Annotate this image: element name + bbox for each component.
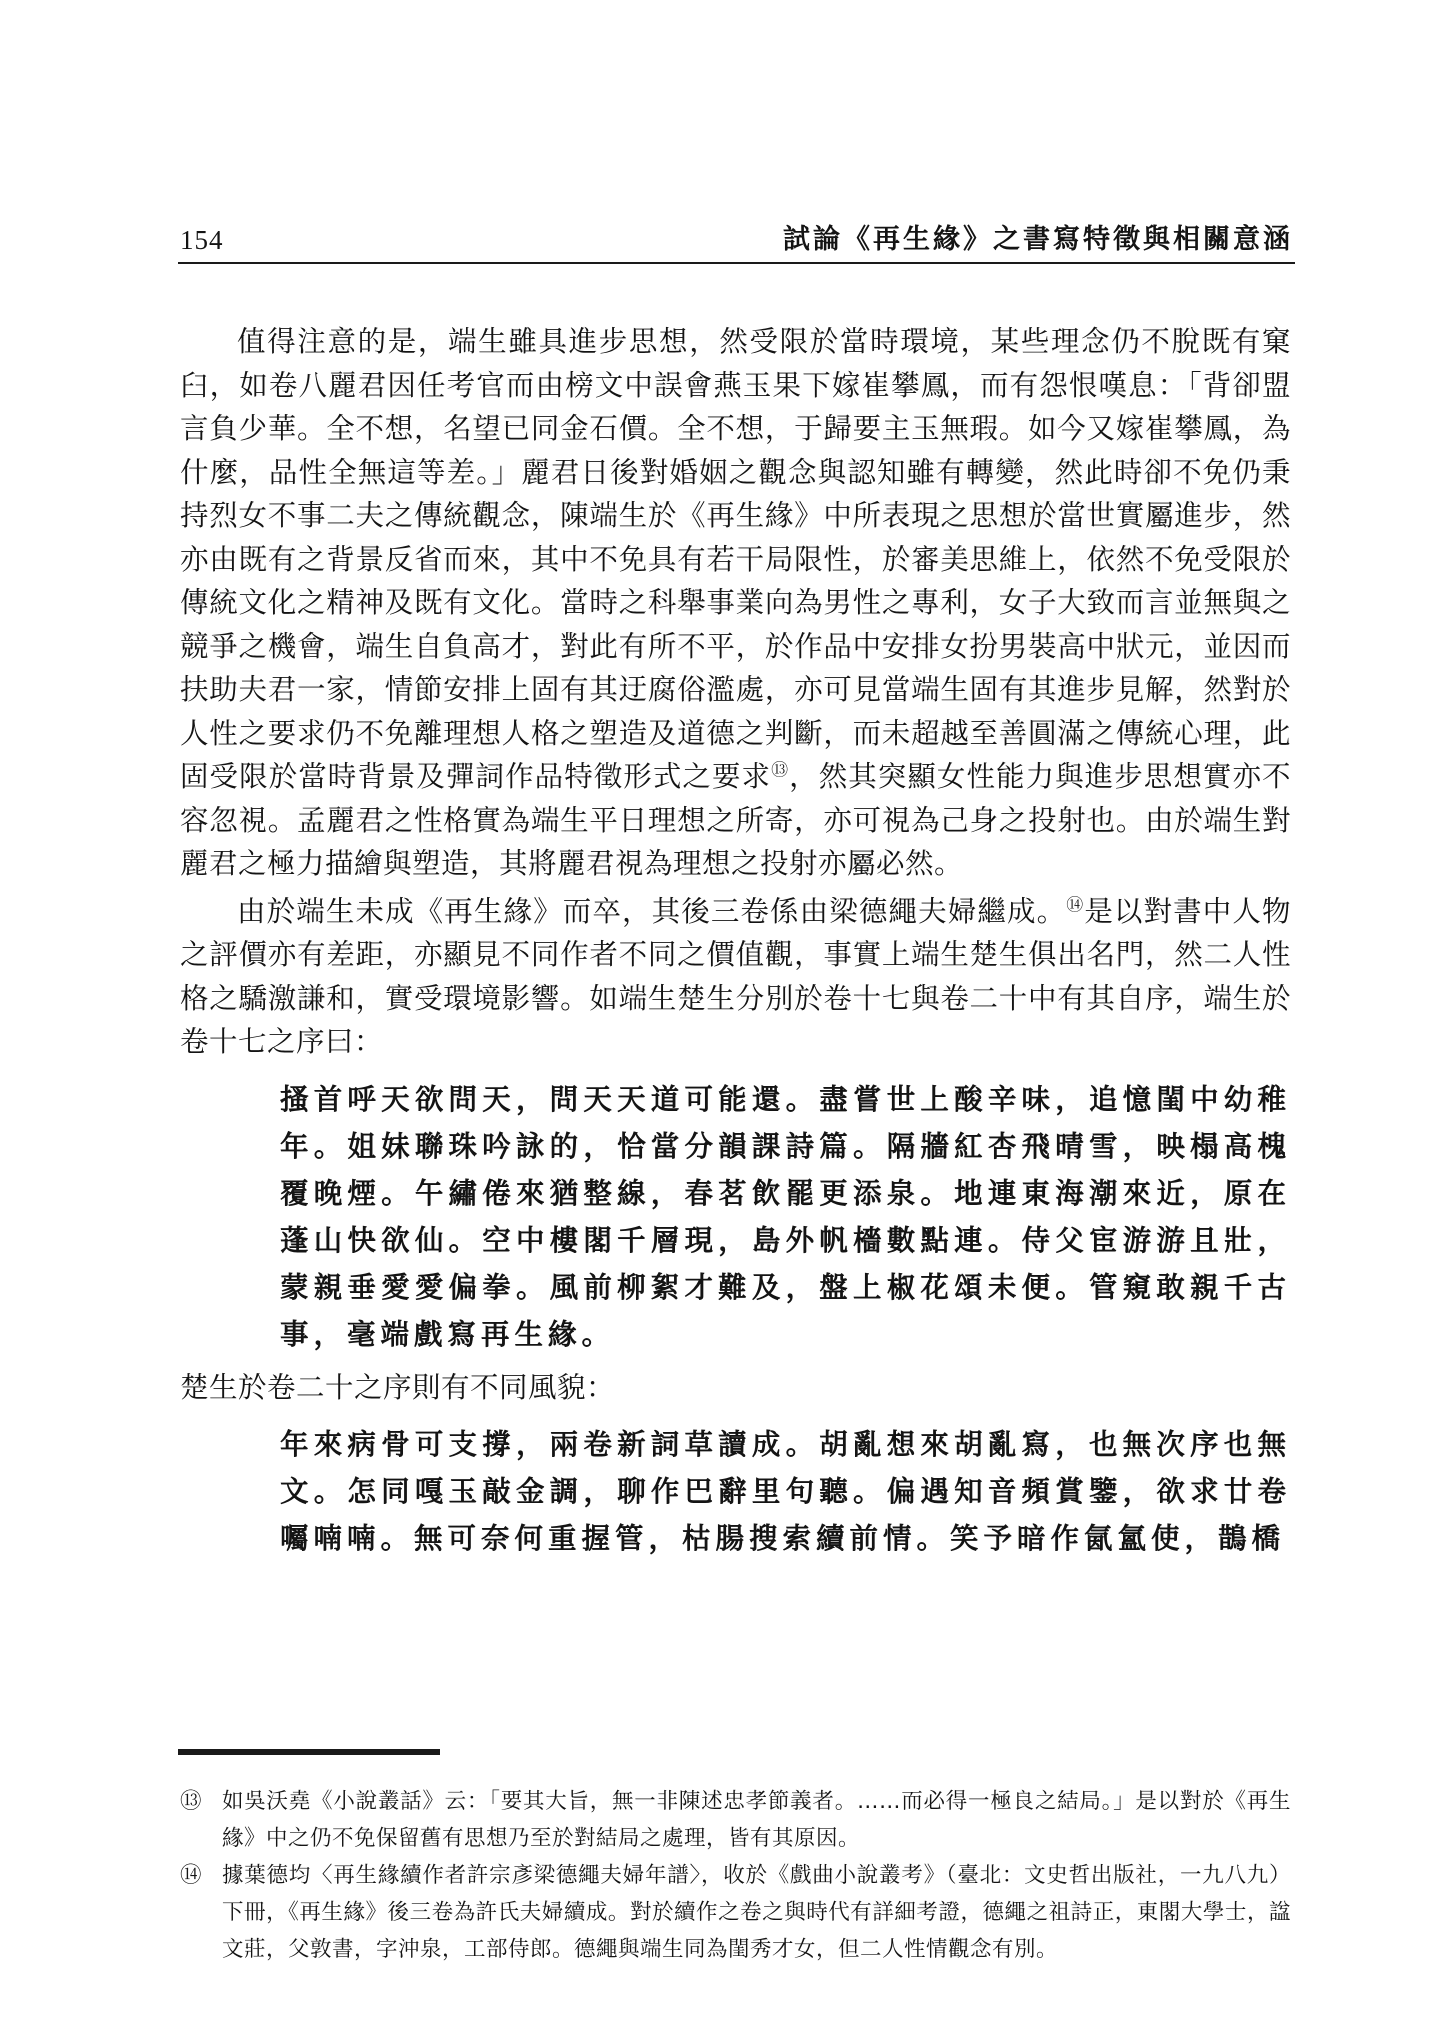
footnote-mark: ⑬ bbox=[180, 1789, 203, 1814]
paragraph-1-text: 值得注意的是，端生雖具進步思想，然受限於當時環境，某些理念仍不脫既有窠臼，如卷八麗君因任考官而由榜文中誤會燕玉果下嫁崔攀鳳，而有怨恨嘆息：「背卻盟言負少華。全不想，名望已同金石價。全不想，于歸要主玉無瑕。如今又嫁崔攀鳳，為什麼，品性全無這等差。」麗君日後對婚姻之觀念與認知雖有轉變，然此時卻不免仍秉持烈女不事二夫之傳統觀念，陳端生於《再生緣》中所表現之思想於當世實屬進步，然亦由既有之背景反省而來，其中不免具有若干局限性，於審美思維上，依然不免受限於傳統文化之精神及既有文化。當時之科舉事業向為男性之專利，女子大致而言並無與之競爭之機會，端生自負高才，對此有所不平，於作品中安排女扮男裝高中狀元，並因而扶助夫君一家，情節安排上固有其迂腐俗濫處，亦可見當端生固有其進步見解，然對於人性之要求仍不免離理想人格之塑造及道德之判斷，而未超越至善圓滿之傳統心理，此固受限於當時背景及彈詞作品特徵形式之要求 bbox=[180, 325, 1291, 793]
paragraph-1 bbox=[180, 320, 1291, 886]
paragraph-2-text: 由於端生未成《再生緣》而卒，其後三卷係由梁德繩夫婦繼成。 bbox=[237, 894, 1067, 928]
paragraph-2 bbox=[180, 890, 1291, 1064]
footnote-mark: ⑭ bbox=[180, 1863, 203, 1888]
footnote-text: 據葉德均〈再生緣續作者許宗彥梁德繩夫婦年譜〉，收於《戲曲小說叢考》（臺北：文史哲出版社，一九八九）下冊，《再生緣》後三卷為許氏夫婦續成。對於續作之卷之與時代有詳細考證，德繩之祖詩正，東閣大學士，諡文莊，父敦書，字沖泉，工部侍郎。德繩與端生同為閨秀才女，但二人性情觀念有別。 bbox=[222, 1863, 1291, 1962]
header-rule bbox=[178, 262, 1295, 264]
footnote-13 bbox=[180, 1783, 1291, 1857]
footnote-text: 如吳沃堯《小說叢話》云：「要其大旨，無一非陳述忠孝節義者。……而必得一極良之結局。」是以對於《再生緣》中之仍不免保留舊有思想乃至於對結局之處理，皆有其原因。 bbox=[222, 1789, 1291, 1851]
paragraph-1-tail: ，然其突顯女性能力與進步思想實亦不容忽視。孟麗君之性格實為端生平日理想之所寄，亦可視為己身之投射也。由於端生對麗君之極力描繪與塑造，其將麗君視為理想之投射亦屬必然。 bbox=[180, 760, 1291, 880]
page-number: 154 bbox=[180, 225, 224, 255]
footnotes bbox=[180, 1783, 1291, 1968]
block-quote-1: 搔首呼天欲問天，問天天道可能還。盡嘗世上酸辛味，追憶閨中幼稚年。姐妹聯珠吟詠的，恰當分韻課詩篇。隔牆紅杏飛晴雪，映榻高槐覆晚煙。午繡倦來猶整線，春茗飲罷更添泉。地連東海潮來近，原在蓬山快欲仙。空中樓閣千層現，島外帆檣數點連。侍父宦游游且壯，蒙親垂愛愛偏拳。風前柳絮才難及，盤上椒花頌未便。管窺敢親千古事，毫端戲寫再生緣。 bbox=[280, 1081, 1291, 1351]
body-text bbox=[180, 320, 1291, 1570]
block-quote-2: 年來病骨可支撐，兩卷新詞草讀成。胡亂想來胡亂寫，也無次序也無文。怎同嘎玉敲金調，聊作巴辭里句聽。偏遇知音頻賞鑒，欲求廿卷囑喃喃。無可奈何重握管，枯腸搜索續前情。笑予暗作氤氳使，鵲橋 bbox=[280, 1427, 1291, 1555]
footnote-14 bbox=[180, 1857, 1291, 1968]
page-header bbox=[180, 212, 1293, 256]
paragraph-3: 楚生於卷二十之序則有不同風貌： bbox=[180, 1370, 616, 1404]
footnote-ref-14[interactable]: ⑭ bbox=[1066, 895, 1085, 915]
running-title: 試論《再生緣》之書寫特徵與相關意涵 bbox=[783, 224, 1293, 255]
footnote-ref-13[interactable]: ⑬ bbox=[771, 760, 790, 781]
paragraph-2-tail: 是以對書中人物之評價亦有差距，亦顯見不同作者不同之價值觀，事實上端生楚生俱出名門，然二人性格之驕激謙和，實受環境影響。如端生楚生分別於卷十七與卷二十中有其自序，端生於卷十七之序曰： bbox=[180, 894, 1291, 1058]
footnote-rule bbox=[178, 1749, 440, 1755]
